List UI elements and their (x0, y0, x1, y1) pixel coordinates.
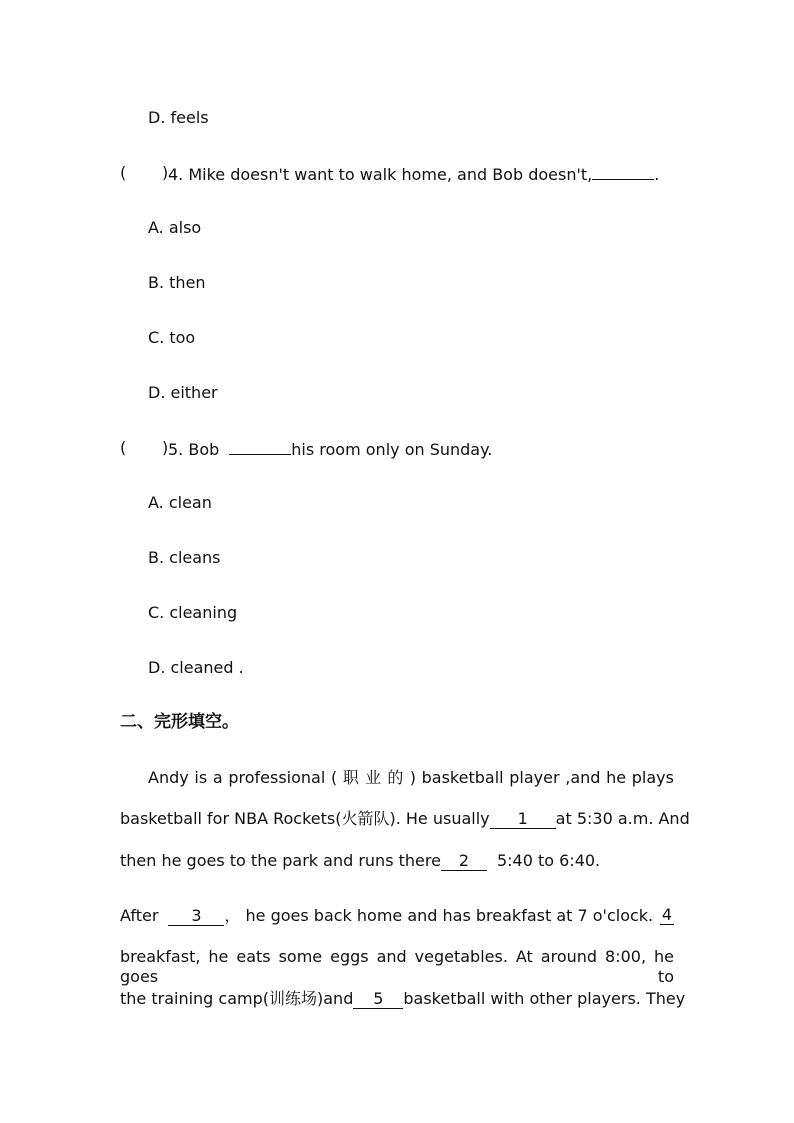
q4-option-a: A. also (148, 218, 202, 237)
q4-option-d: D. either (148, 383, 218, 402)
q5-option-a: A. clean (148, 493, 212, 512)
cloze-p1-line2 (120, 809, 690, 829)
q4-text-before: 4. Mike doesn't want to walk home, and Bob doesn't, (168, 165, 593, 184)
cloze-text: After (120, 906, 159, 925)
q5-text-before: 5. Bob (168, 440, 220, 459)
q4-answer-blank[interactable] (592, 163, 654, 180)
q4-option-c: C. too (148, 328, 196, 347)
cloze-text: 5:40 to 6:40. (496, 851, 601, 870)
q5-answer-blank[interactable] (229, 438, 291, 455)
cloze-p1-line1: Andy is a professional ( 职 业 的 ) basketball player ,and he plays (148, 768, 674, 787)
q4-text (168, 163, 659, 185)
cloze-text: ， he goes back home and has breakfast at 7 o'clock. (224, 906, 654, 925)
cloze-text: at 5:30 a.m. And (555, 809, 690, 828)
cloze-p2-line2: breakfast, he eats some eggs and vegetables. At around 8:00, he goes to (120, 947, 674, 986)
q5-option-b: B. cleans (148, 548, 221, 567)
cloze-p1-line3 (120, 851, 674, 871)
cloze-text: basketball for NBA Rockets(火箭队). He usually (120, 809, 490, 828)
q4-paren-close: ) (162, 163, 169, 182)
q5-text (168, 438, 492, 460)
q4-text-after: . (654, 165, 660, 184)
cloze-blank-2[interactable]: 2 (441, 852, 487, 871)
cloze-text: then he goes to the park and runs there (120, 851, 441, 870)
cloze-p2-line1 (120, 906, 674, 926)
cloze-text: basketball with other players. They (403, 989, 686, 1008)
q3-option-d: D. feels (148, 108, 209, 127)
section-heading-cloze: 二、完形填空。 (120, 712, 239, 732)
q5-text-after: his room only on Sunday. (291, 440, 493, 459)
q4-option-b: B. then (148, 273, 206, 292)
cloze-blank-5[interactable]: 5 (353, 990, 403, 1009)
q4-paren-open: ( (120, 163, 127, 182)
q5-paren-close: ) (162, 438, 169, 457)
q5-option-d: D. cleaned . (148, 658, 244, 677)
q5-paren-open: ( (120, 438, 127, 457)
cloze-p2-line3 (120, 989, 686, 1009)
cloze-blank-1[interactable]: 1 (490, 810, 556, 829)
cloze-text: the training camp(训练场)and (120, 989, 354, 1008)
cloze-blank-4[interactable]: 4 (661, 905, 673, 924)
q5-option-c: C. cleaning (148, 603, 238, 622)
cloze-blank-3[interactable]: 3 (168, 907, 224, 926)
